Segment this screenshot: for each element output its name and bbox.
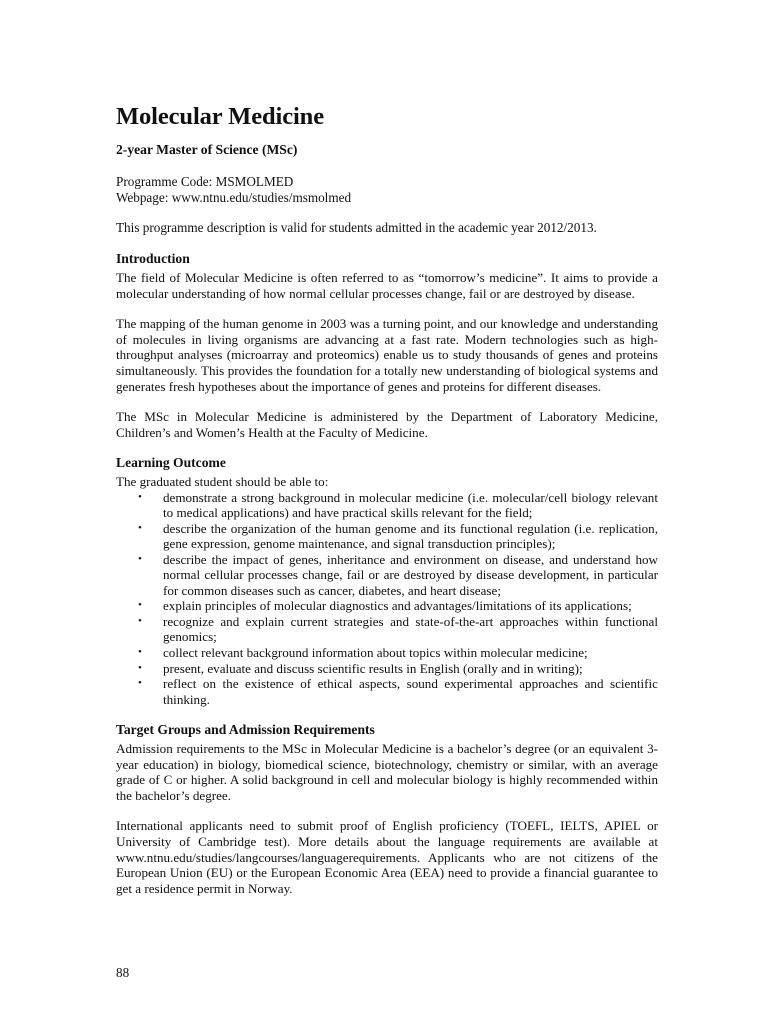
list-item [138,598,658,614]
list-item [138,520,658,552]
learning-outcome-intro: The graduated student should be able to: [116,474,329,490]
list-item [138,613,658,645]
webpage-line: Webpage: www.ntnu.edu/studies/msmolmed [116,190,352,205]
programme-meta [116,174,658,206]
introduction-section [116,250,658,440]
programme-code: Programme Code: MSMOLMED [116,174,294,189]
learning-outcome-heading: Learning Outcome [116,455,226,471]
introduction-paragraph: The mapping of the human genome in 2003 was a turning point, and our knowledge and understanding of molecules in living organisms are advancing at a fast rate. Modern technologies such as high-throughput analyses (microarray and proteomics) enable us to study thousands of genes and proteins simultaneously. This provides the foundation for a totally new understanding of biological systems and generates fresh hypotheses about the importance of genes and proteins for different diseases. [116,316,658,394]
list-item-text: describe the organization of the human genome and its functional regulation (i.e. replication, gene expression, genome maintenance, and signal transduction principles); [163,520,658,552]
list-item-text: explain principles of molecular diagnostics and advantages/limitations of its applications; [163,598,632,614]
admission-paragraph: Admission requirements to the MSc in Molecular Medicine is a bachelor’s degree (or an equivalent 3-year education) in biology, biomedical science, biotechnology, chemistry or similar, with an average grade of C or higher. A solid background in cell and molecular biology is highly recommended within the bachelor’s degree. [116,740,658,803]
bullet-icon: • [138,490,142,503]
bullet-icon: • [138,521,142,534]
list-item-text: demonstrate a strong background in molecular medicine (i.e. molecular/cell biology relevant to medical applications) and have practical skills relevant for the field; [163,489,658,521]
bullet-icon: • [138,661,142,674]
bullet-icon: • [138,599,142,612]
admission-section [116,721,658,896]
bullet-icon: • [138,645,142,658]
introduction-paragraph: The field of Molecular Medicine is often referred to as “tomorrow’s medicine”. It aims to provide a molecular understanding of how normal cellular processes change, fail or are destroyed by disease. [116,270,658,301]
list-item [138,551,658,598]
list-item [138,489,658,521]
validity-note: This programme description is valid for students admitted in the academic year 2012/2013. [116,220,597,235]
admission-paragraph: International applicants need to submit proof of English proficiency (TOEFL, IELTS, APIEL or University of Cambridge test). More details about the language requirements are available at www.ntnu.edu/studies/langcourses/languagerequirements. Applicants who are not citizens of the European Union (EU) or the European Economic Area (EEA) need to provide a financial guarantee to get a residence permit in Norway. [116,818,658,896]
list-item-text: describe the impact of genes, inheritance and environment on disease, and understand how normal cellular processes change, fail or are destroyed by disease development, in particular for common diseases such as cancer, diabetes, and heart disease; [163,551,658,598]
list-item [138,660,658,676]
list-item-text: recognize and explain current strategies and state-of-the-art approaches within functional genomics; [163,613,658,645]
bullet-icon: • [138,677,142,690]
page-subtitle: 2-year Master of Science (MSc) [116,142,298,157]
document-page [116,100,658,896]
page-title: Molecular Medicine [116,103,324,130]
admission-heading: Target Groups and Admission Requirements [116,721,375,737]
bullet-icon: • [138,614,142,627]
introduction-paragraph: The MSc in Molecular Medicine is administered by the Department of Laboratory Medicine, Children’s and Women’s Health at the Faculty of Medicine. [116,409,658,440]
list-item [138,644,658,660]
list-item [138,676,658,707]
list-item-text: reflect on the existence of ethical aspects, sound experimental approaches and scientific thinking. [163,676,658,707]
bullet-icon: • [138,552,142,565]
introduction-heading: Introduction [116,251,190,266]
list-item-text: present, evaluate and discuss scientific results in English (orally and in writing); [163,660,583,676]
list-item-text: collect relevant background information about topics within molecular medicine; [163,644,588,660]
learning-outcome-list [116,490,658,707]
learning-outcome-section [116,454,658,707]
page-number: 88 [116,965,130,980]
